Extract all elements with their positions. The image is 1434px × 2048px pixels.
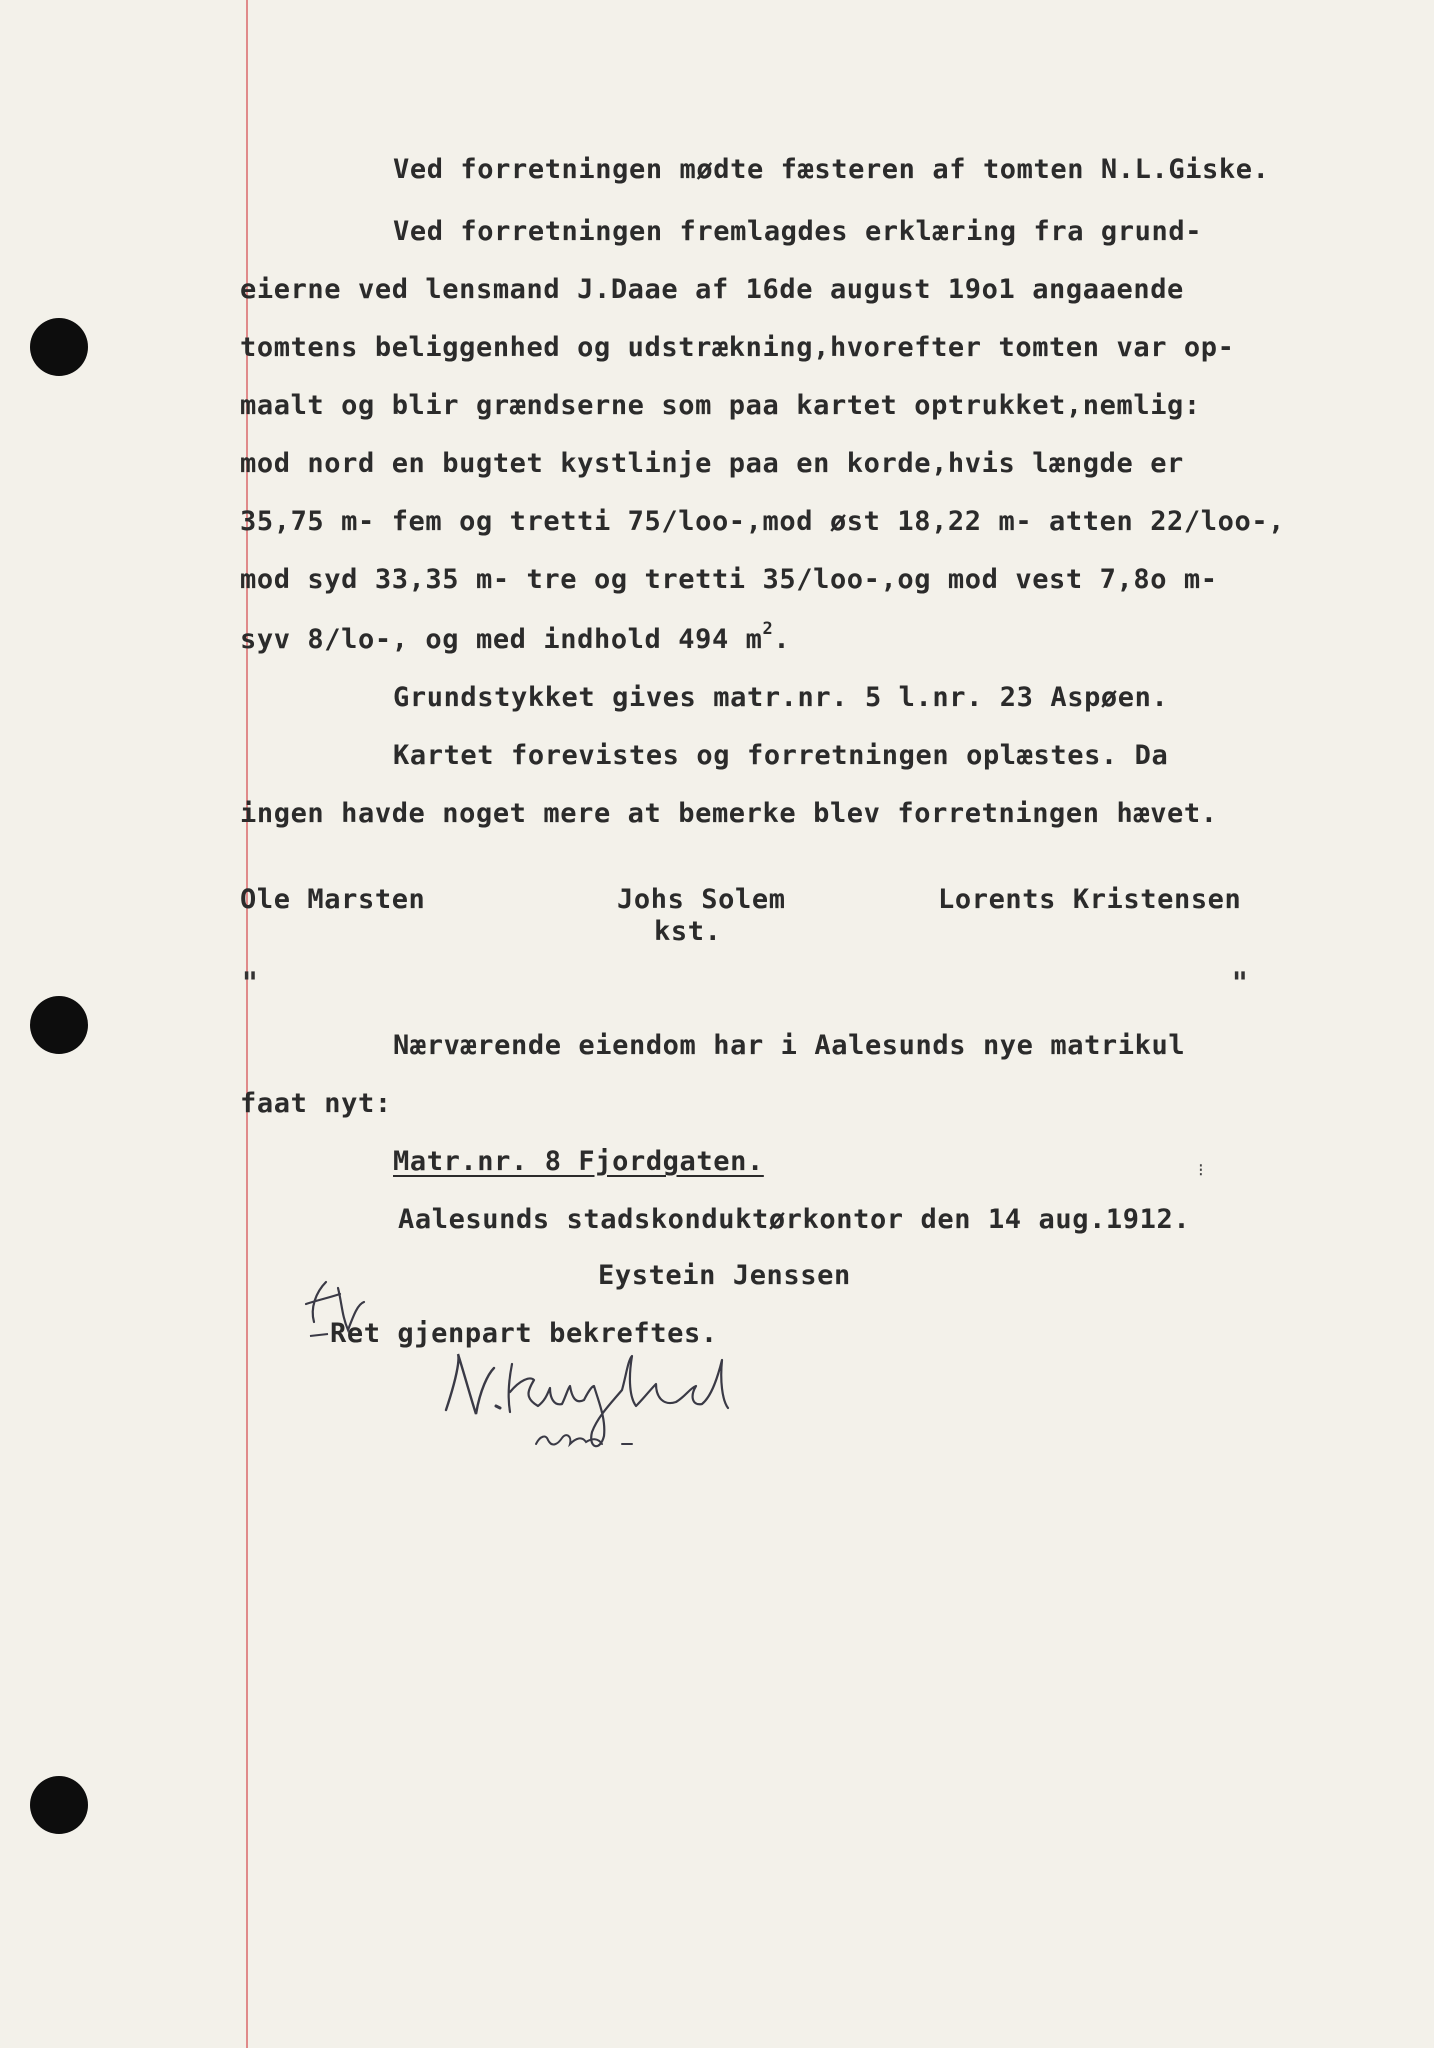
text-line: 35,75 m- fem og tretti 75/loo-,mod øst 18,22 m- atten 22/loo-, — [240, 506, 1286, 537]
superscript-2: 2 — [762, 619, 774, 639]
text-line: Ved forretningen fremlagdes erklæring fra grund- — [393, 216, 1203, 247]
text-line: ingen havde noget mere at bemerke blev forretningen hævet. — [240, 798, 1218, 829]
confirmation: Ret gjenpart bekreftes. — [330, 1318, 718, 1349]
text-line: eierne ved lensmand J.Daae af 16de august 19o1 angaaende — [240, 274, 1184, 305]
signatory-3: Lorents Kristensen — [938, 884, 1242, 915]
text-line — [240, 619, 791, 655]
signatory-1: Ole Marsten — [240, 884, 426, 915]
text-line: maalt og blir grændserne som paa kartet optrukket,nemlig: — [240, 390, 1201, 421]
paragraph-3: Grundstykket gives matr.nr. 5 l.nr. 23 Aspøen. — [393, 682, 1169, 713]
punch-hole — [30, 1776, 88, 1834]
ditto-mark-right: " — [1232, 966, 1248, 1001]
signatory-2-title: kst. — [654, 916, 722, 947]
paragraph-1: Ved forretningen mødte fæsteren af tomten N.L.Giske. — [393, 154, 1270, 185]
new-matrikul: Matr.nr. 8 Fjordgaten. — [393, 1146, 764, 1177]
signatory-2: Johs Solem — [617, 884, 786, 915]
margin-line — [246, 0, 248, 2048]
text-line: Kartet forevistes og forretningen oplæstes. Da — [393, 740, 1169, 771]
text-line: Nærværende eiendom har i Aalesunds nye matrikul — [393, 1030, 1186, 1061]
punch-hole — [30, 318, 88, 376]
area-text: syv 8/lo-, og med indhold 494 m — [240, 624, 763, 655]
text-line: mod syd 33,35 m- tre og tretti 35/loo-,og mod vest 7,8o m- — [240, 564, 1218, 595]
text-line: mod nord en bugtet kystlinje paa en korde,hvis længde er — [240, 448, 1184, 479]
tick-mark: ⁝ — [1198, 1160, 1204, 1181]
text-line: tomtens beliggenhed og udstrækning,hvorefter tomten var op- — [240, 332, 1235, 363]
period: . — [773, 624, 791, 655]
ditto-mark-left: " — [242, 966, 258, 1001]
text-line: faat nyt: — [240, 1088, 392, 1119]
handwritten-signature — [436, 1340, 766, 1470]
signer-name: Eystein Jenssen — [598, 1260, 851, 1291]
office-line: Aalesunds stadskonduktørkontor den 14 aug.1912. — [398, 1204, 1191, 1235]
punch-hole — [30, 996, 88, 1054]
